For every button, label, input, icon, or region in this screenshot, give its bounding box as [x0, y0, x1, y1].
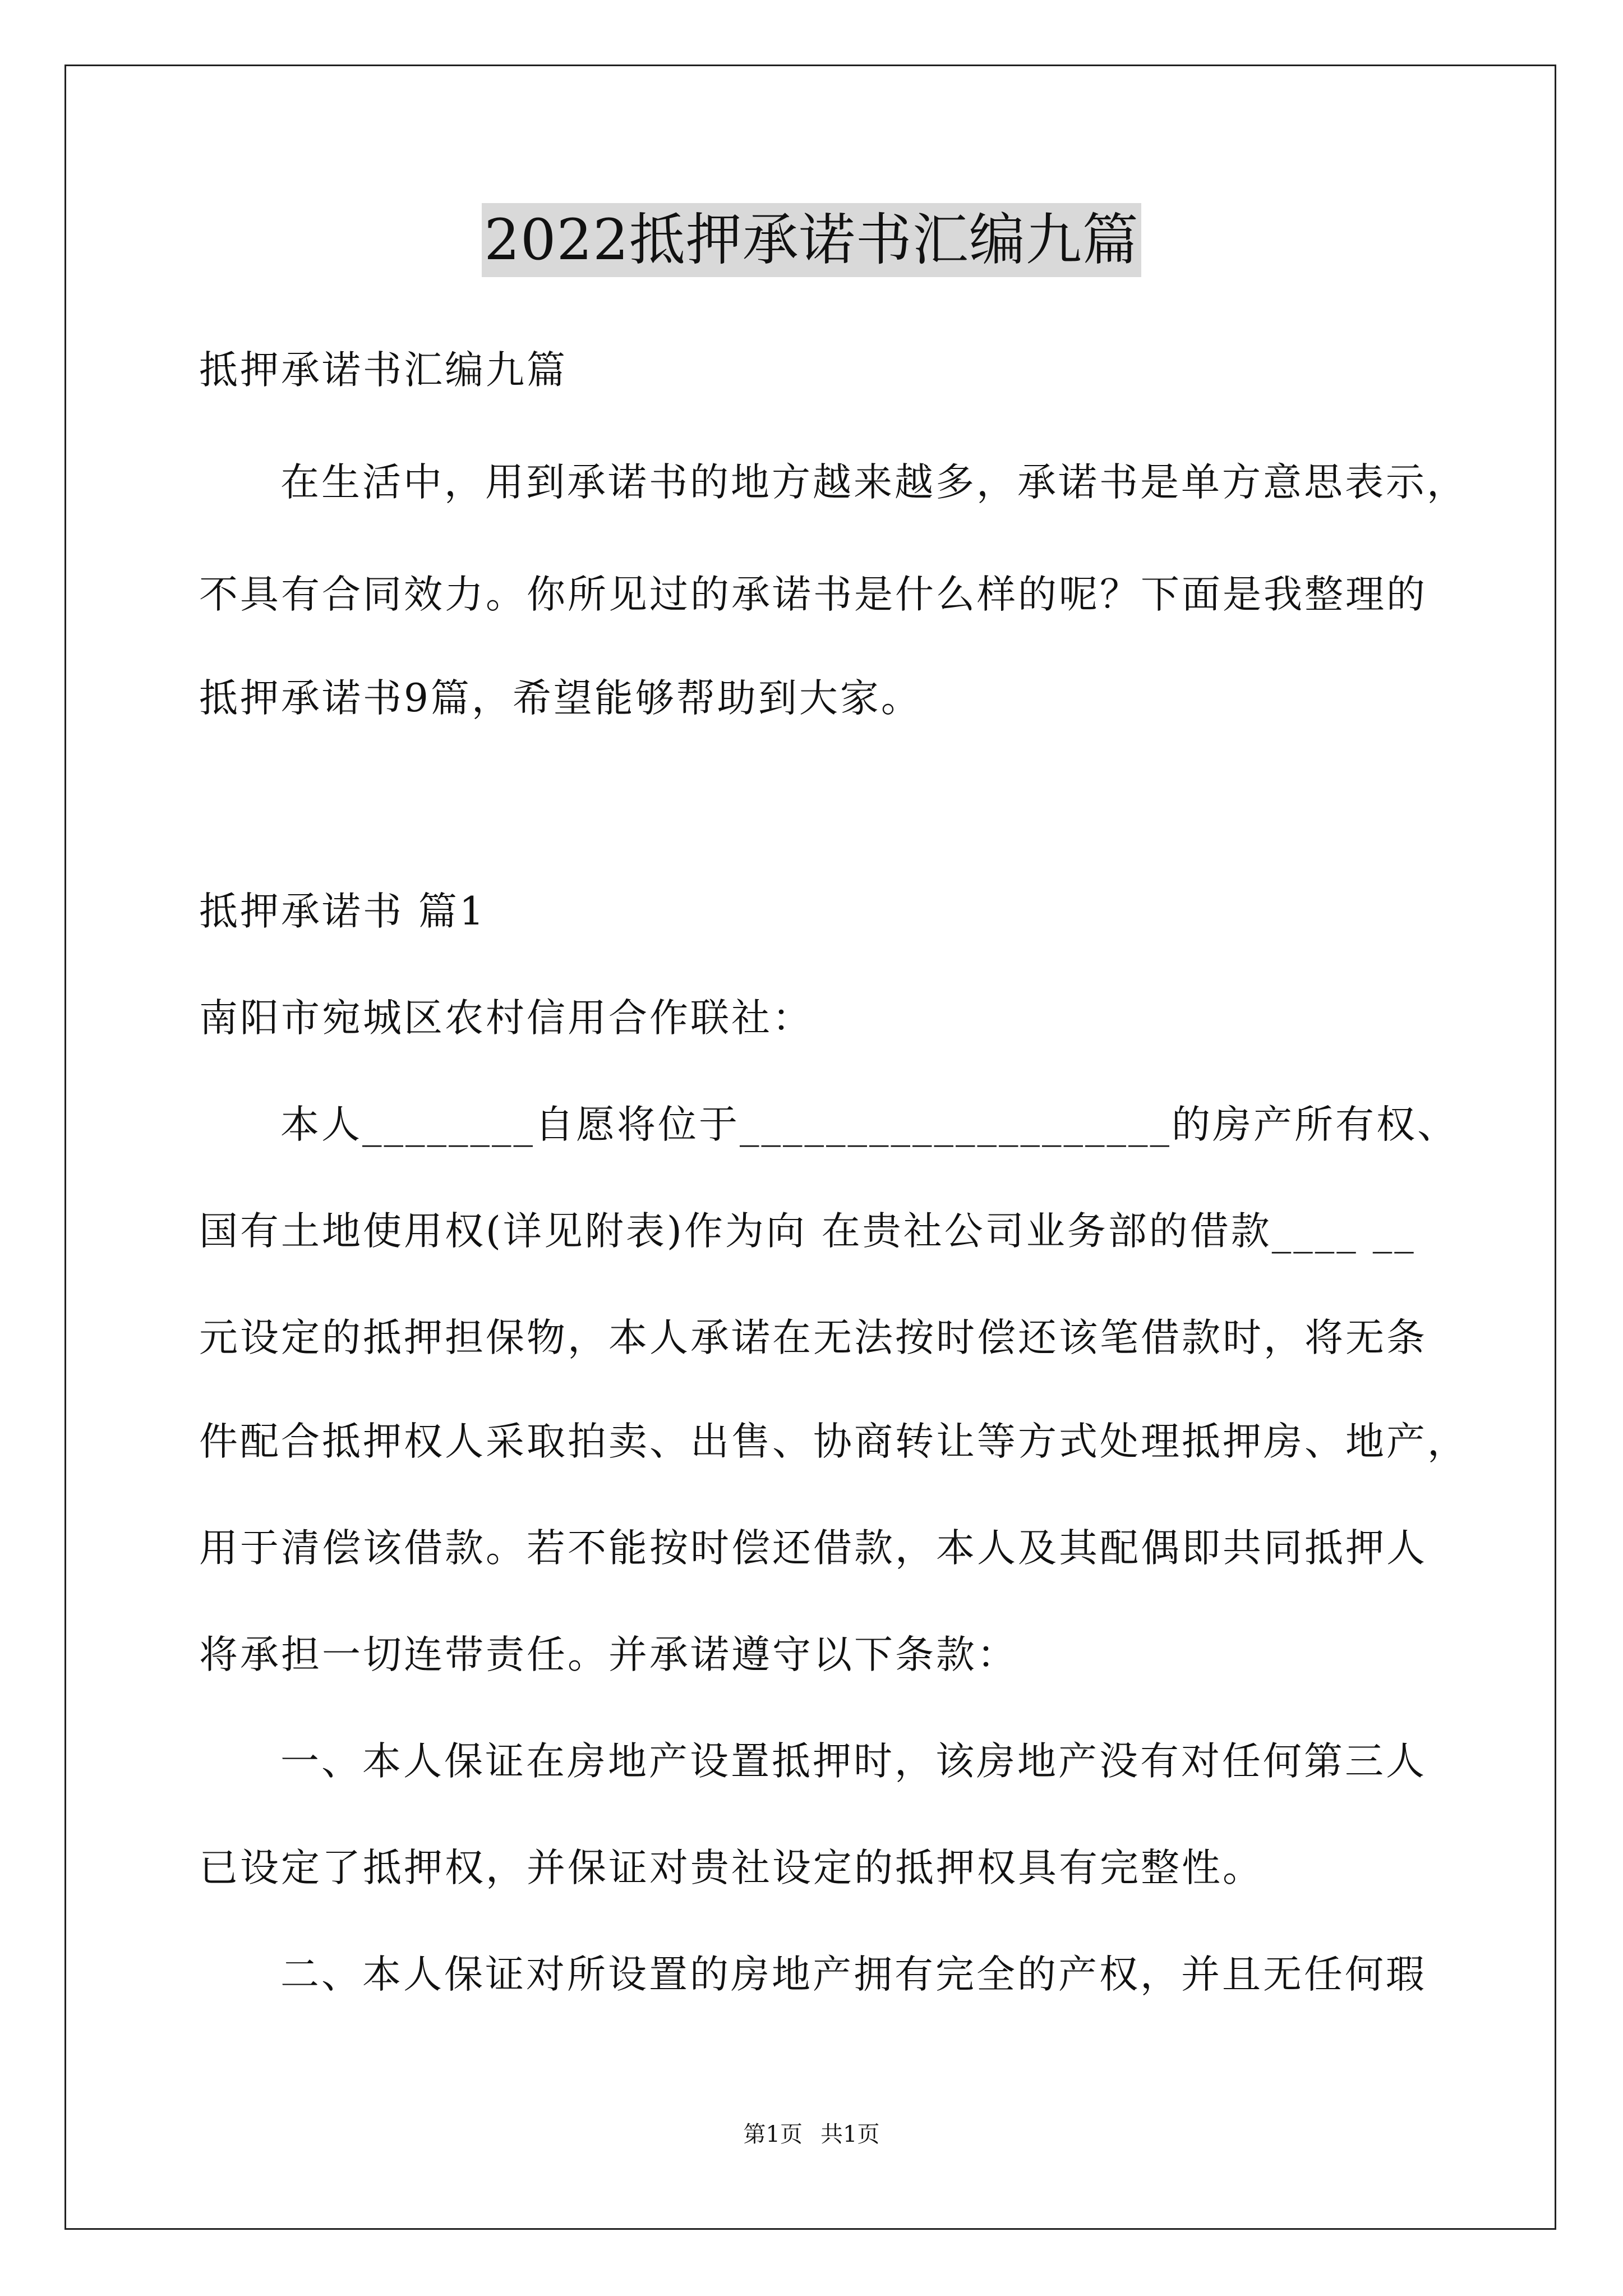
page-footer [0, 2120, 1623, 2148]
section-heading: 抵押承诺书 篇1 [199, 889, 486, 934]
page-total: 共1页 [820, 2122, 880, 2147]
body-line: 二、本人保证对所设置的房地产拥有完全的产权，并且无任何瑕 [280, 1952, 1427, 1997]
title-container [0, 203, 1623, 277]
body-line: 将承担一切连带责任。并承诺遵守以下条款： [199, 1632, 1018, 1677]
document-subtitle: 抵押承诺书汇编九篇 [199, 348, 568, 393]
intro-line: 不具有合同效力。你所见过的承诺书是什么样的呢？下面是我整理的 [199, 572, 1427, 617]
body-line: 国有土地使用权(详见附表)作为向 在贵社公司业务部的借款____ __ [199, 1209, 1416, 1254]
page-number: 第1页 [743, 2122, 803, 2147]
body-line: 用于清偿该借款。若不能按时偿还借款，本人及其配偶即共同抵押人 [199, 1526, 1427, 1571]
body-line: 件配合抵押权人采取拍卖、出售、协商转让等方式处理抵押房、地产， [199, 1419, 1468, 1464]
document-title: 2022抵押承诺书汇编九篇 [482, 203, 1141, 277]
body-line: 已设定了抵押权，并保证对贵社设定的抵押权具有完整性。 [199, 1846, 1264, 1890]
intro-line: 抵押承诺书9篇，希望能够帮助到大家。 [199, 676, 922, 721]
body-line: 元设定的抵押担保物，本人承诺在无法按时偿还该笔借款时，将无条 [199, 1315, 1427, 1360]
body-line: 本人________自愿将位于____________________的房产所有权、 [280, 1102, 1458, 1147]
body-line: 一、本人保证在房地产设置抵押时，该房地产没有对任何第三人 [280, 1739, 1427, 1784]
addressee: 南阳市宛城区农村信用合作联社： [199, 996, 813, 1041]
intro-line: 在生活中，用到承诺书的地方越来越多，承诺书是单方意思表示， [280, 460, 1468, 505]
